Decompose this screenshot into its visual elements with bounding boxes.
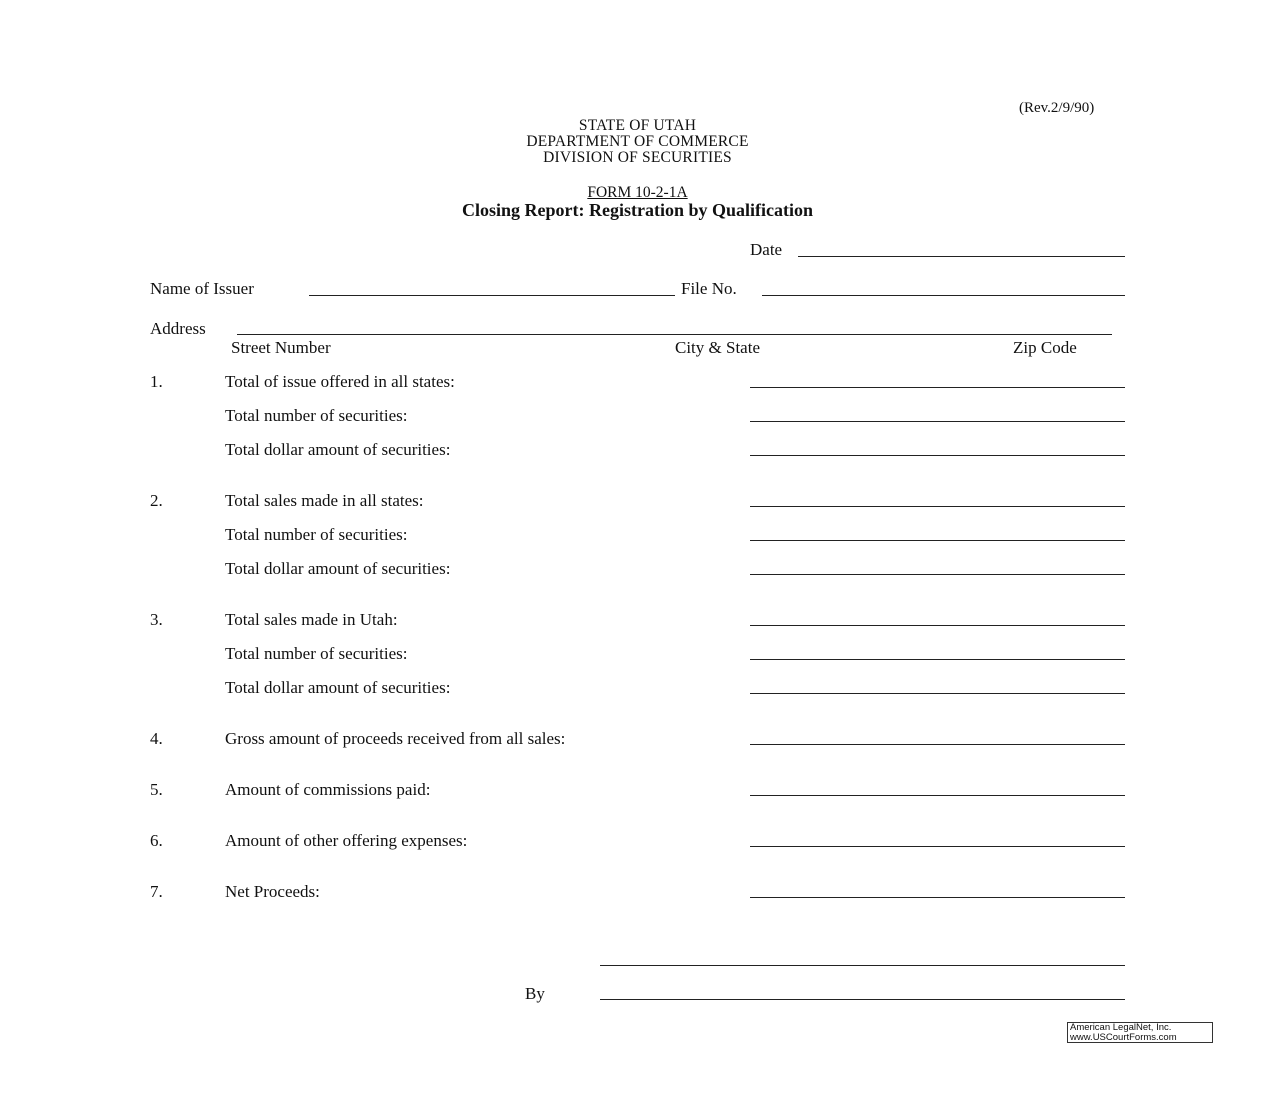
publisher-badge [1067,1022,1213,1043]
item-3-label: Total sales made in Utah: [225,610,398,629]
item-7-label: Net Proceeds: [225,882,320,901]
item-2-field[interactable] [750,506,1125,507]
date-label: Date [750,240,783,259]
signature-line[interactable] [600,965,1125,966]
item-3-number-of-securities-label: Total number of securities: [225,644,408,663]
item-1-number: 1. [150,372,163,391]
item-3-number: 3. [150,610,163,629]
city-state-caption: City & State [675,338,760,357]
department-heading: DEPARTMENT OF COMMERCE [526,133,749,150]
item-2-number-of-securities-label: Total number of securities: [225,525,408,544]
form-number-text: FORM 10-2-1A [587,184,688,201]
item-1-label: Total of issue offered in all states: [225,372,455,391]
item-6-field[interactable] [750,846,1125,847]
item-2-number: 2. [150,491,163,510]
item-5-label: Amount of commissions paid: [225,780,431,799]
item-7-field[interactable] [750,897,1125,898]
item-4-field[interactable] [750,744,1125,745]
item-4-label: Gross amount of proceeds received from all sales: [225,729,566,748]
item-1-dollar-amount-field[interactable] [750,455,1125,456]
item-2-dollar-amount-field[interactable] [750,574,1125,575]
issuer-field[interactable] [309,295,675,296]
item-1-field[interactable] [750,387,1125,388]
item-1-dollar-amount-label: Total dollar amount of securities: [225,440,451,459]
item-7-number: 7. [150,882,163,901]
item-3-field[interactable] [750,625,1125,626]
item-5-number: 5. [150,780,163,799]
item-5-field[interactable] [750,795,1125,796]
division-heading: DIVISION OF SECURITIES [543,149,732,166]
item-6-number: 6. [150,831,163,850]
by-field[interactable] [600,999,1125,1000]
address-field[interactable] [237,334,1112,335]
page-title: Closing Report: Registration by Qualification [462,200,813,220]
publisher-url: www.USCourtForms.com [1070,1032,1177,1043]
publisher-name: American LegalNet, Inc. [1070,1022,1172,1033]
street-number-caption: Street Number [231,338,331,357]
item-1-number-of-securities-label: Total number of securities: [225,406,408,425]
file-no-label: File No. [681,279,737,298]
item-4-number: 4. [150,729,163,748]
date-field[interactable] [798,256,1125,257]
state-heading: STATE OF UTAH [578,117,697,134]
item-2-number-of-securities-field[interactable] [750,540,1125,541]
item-2-dollar-amount-label: Total dollar amount of securities: [225,559,451,578]
item-1-number-of-securities-field[interactable] [750,421,1125,422]
item-3-dollar-amount-field[interactable] [750,693,1125,694]
zip-code-caption: Zip Code [1013,338,1077,357]
address-label: Address [150,319,206,338]
by-label: By [525,984,545,1003]
revision-date: (Rev.2/9/90) [1019,100,1095,116]
issuer-label: Name of Issuer [150,279,254,298]
file-no-field[interactable] [762,295,1125,296]
item-6-label: Amount of other offering expenses: [225,831,468,850]
item-2-label: Total sales made in all states: [225,491,424,510]
item-3-dollar-amount-label: Total dollar amount of securities: [225,678,451,697]
item-3-number-of-securities-field[interactable] [750,659,1125,660]
